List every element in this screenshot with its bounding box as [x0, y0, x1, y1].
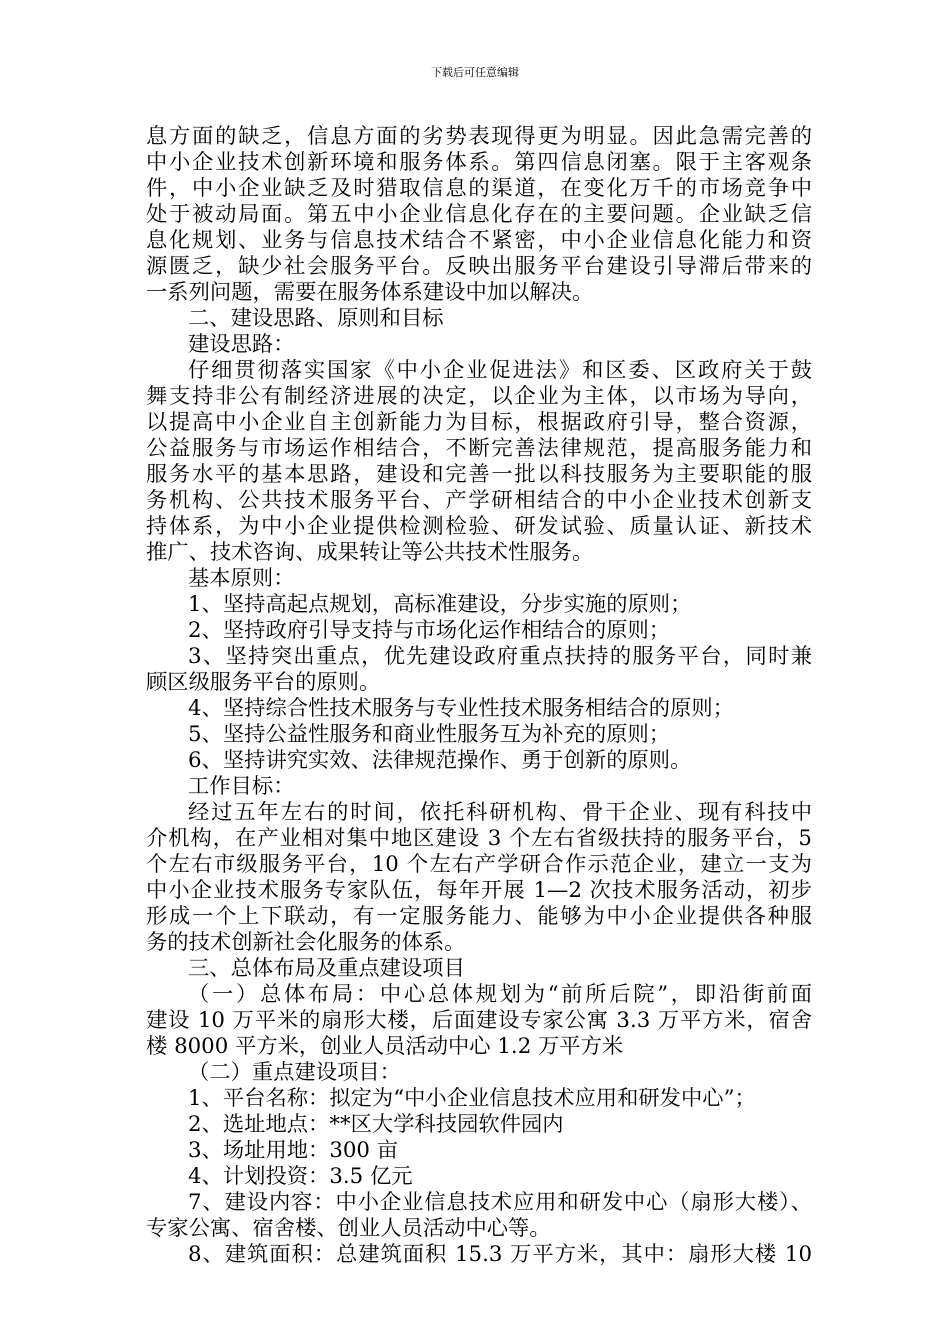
text-line: 中小企业技术创新环境和服务体系。第四信息闭塞。限于主客观条: [146, 150, 812, 175]
text-line: 持体系，为中小企业提供检测检验、研发试验、质量认证、新技术: [146, 514, 812, 539]
text-line: 基本原则：: [188, 566, 295, 591]
text-line: 息方面的缺乏，信息方面的劣势表现得更为明显。因此急需完善的: [146, 124, 812, 149]
text-line: 息化规划、业务与信息技术结合不紧密，中小企业信息化能力和资: [146, 228, 812, 253]
text-line: 仔细贯彻落实国家《中小企业促进法》和区委、区政府关于鼓: [188, 358, 812, 383]
text-line: （二）重点建设项目：: [188, 1060, 401, 1085]
text-line: 楼 8000 平方米，创业人员活动中心 1.2 万平方米: [146, 1034, 624, 1059]
text-line: 三、总体布局及重点建设项目: [188, 956, 465, 981]
text-line: 4、计划投资：3.5 亿元: [188, 1164, 413, 1189]
text-line: 2、坚持政府引导支持与市场化运作相结合的原则；: [188, 618, 671, 643]
text-line: 7、建设内容：中小企业信息技术应用和研发中心（扇形大楼）、: [188, 1190, 812, 1215]
text-line: 介机构，在产业相对集中地区建设 3 个左右省级扶持的服务平台，5: [146, 826, 812, 851]
text-line: 舞支持非公有制经济进展的决定，以企业为主体，以市场为导向，: [146, 384, 812, 409]
text-line: 1、平台名称：拟定为“中小企业信息技术应用和研发中心”；: [188, 1086, 756, 1111]
text-line: 2、选址地点：**区大学科技园软件园内: [188, 1112, 564, 1137]
text-line: 顾区级服务平台的原则。: [146, 670, 381, 695]
text-line: 3、坚持突出重点，优先建设政府重点扶持的服务平台，同时兼: [188, 644, 812, 669]
text-line: 1、坚持高起点规划，高标准建设，分步实施的原则；: [188, 592, 692, 617]
text-line: 以提高中小企业自主创新能力为目标，根据政府引导，整合资源，: [146, 410, 812, 435]
text-line: 4、坚持综合性技术服务与专业性技术服务相结合的原则；: [188, 696, 734, 721]
document-body: [146, 124, 812, 1268]
page-header: 下载后可任意编辑: [431, 66, 519, 79]
text-line: （一）总体布局：中心总体规划为“前所后院”，即沿街前面: [188, 982, 812, 1007]
text-line: 5、坚持公益性服务和商业性服务互为补充的原则；: [188, 722, 671, 747]
text-line: 公益服务与市场运作相结合，不断完善法律规范，提高服务能力和: [146, 436, 812, 461]
text-line: 8、建筑面积：总建筑面积 15.3 万平方米，其中：扇形大楼 10: [188, 1242, 812, 1267]
text-line: 处于被动局面。第五中小企业信息化存在的主要问题。企业缺乏信: [146, 202, 812, 227]
text-line: 形成一个上下联动，有一定服务能力、能够为中小企业提供各种服: [146, 904, 812, 929]
text-line: 建设思路：: [188, 332, 295, 357]
text-line: 6、坚持讲究实效、法律规范操作、勇于创新的原则。: [188, 748, 692, 773]
text-line: 经过五年左右的时间，依托科研机构、骨干企业、现有科技中: [188, 800, 812, 825]
text-line: 工作目标：: [188, 774, 295, 799]
text-line: 件，中小企业缺乏及时猎取信息的渠道，在变化万千的市场竞争中: [146, 176, 812, 201]
text-line: 源匮乏，缺少社会服务平台。反映出服务平台建设引导滞后带来的: [146, 254, 812, 279]
text-line: 中小企业技术服务专家队伍，每年开展 1—2 次技术服务活动，初步: [146, 878, 812, 903]
text-line: 推广、技术咨询、成果转让等公共技术性服务。: [146, 540, 594, 565]
text-line: 务的技术创新社会化服务的体系。: [146, 930, 466, 955]
text-line: 个左右市级服务平台，10 个左右产学研合作示范企业，建立一支为: [146, 852, 812, 877]
text-line: 一系列问题，需要在服务体系建设中加以解决。: [146, 280, 594, 305]
text-line: 建设 10 万平米的扇形大楼，后面建设专家公寓 3.3 万平方米，宿舍: [146, 1008, 812, 1033]
text-line: 服务水平的基本思路，建设和完善一批以科技服务为主要职能的服: [146, 462, 812, 487]
text-line: 二、建设思路、原则和目标: [188, 306, 444, 331]
text-line: 务机构、公共技术服务平台、产学研相结合的中小企业技术创新支: [146, 488, 812, 513]
text-line: 3、场址用地：300 亩: [188, 1138, 399, 1163]
text-line: 专家公寓、宿舍楼、创业人员活动中心等。: [146, 1216, 551, 1241]
